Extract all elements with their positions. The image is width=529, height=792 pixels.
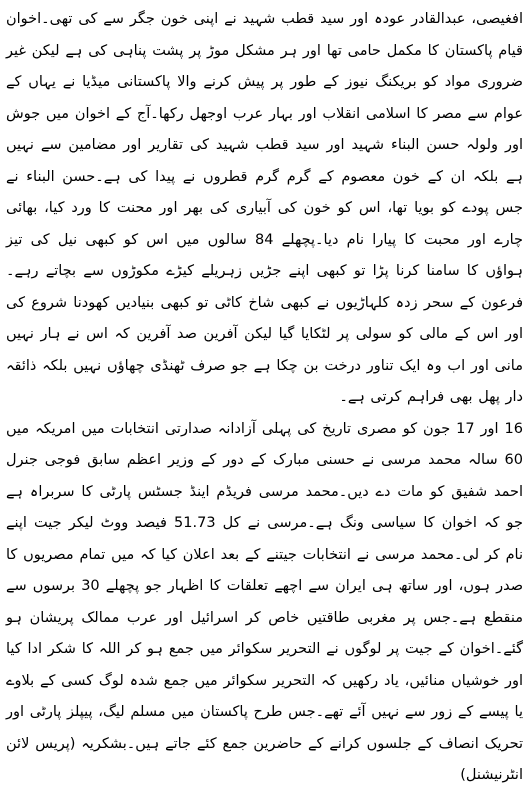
article-paragraph-2: 16 اور 17 جون کو مصری تاریخ کی پہلی آزادانہ صدارتی انتخابات میں امریکہ میں 60 سالہ محمد مرسی نے حسنی مبارک کے دور کے وزیر اعظم سابق فوجی جنرل احمد شفیق کو مات دے دیں۔محمد مرسی فریڈم اینڈ جسٹس پارٹی کا سربراہ ہے جو کہ اخوان کا سیاسی ونگ ہے۔مرسی نے کل 51.73 فیصد ووٹ لیکر جیت اپنے نام کر لی۔محمد مرسی نے انتخابات جیتنے کے بعد اعلان کیا کہ میں تمام مصریوں کا صدر ہوں، اور ساتھ ہی ایران سے اچھے تعلقات کا اظہار جو پچھلے 30 برسوں سے منقطع ہے۔جس پر مغربی طاقتیں خاص کر اسرائیل اور عرب ممالک پریشان ہو گئے۔اخوان کے جیت پر لوگوں نے التحریر سکوائر میں جمع ہو کر اللہ کا شکر ادا کیا اور خوشیاں منائیں، یاد رکھیں کہ التحریر سکوائر میں جمع شدہ لوگ کسی کے بلاوے یا پیسے کے زور سے نہیں آئے تھے۔جس طرح پاکستان میں مسلم لیگ، پیپلز پارٹی اور تحریک انصاف کے جلسوں کرانے کے حاضرین جمع کئے جاتے ہیں۔بشکریہ (پریس لائن انٹرنیشنل) (6, 420, 524, 783)
article-paragraph-1: افغیصی، عبدالقادر عودہ اور سید قطب شہید نے اپنی خون جگر سے کی تھی۔اخوان قیام پاکستان کا مکمل حامی تھا اور ہر مشکل موڑ پر پشت پناہی کی ہے لیکن غیر ضروری مواد کو بریکنگ نیوز کے طور پر پیش کرنے والا پاکستانی میڈیا نے یہاں کے عوام سے مصر کا اسلامی انقلاب اور بہار عرب اوجھل رکھا۔آج کے اخوان میں جوش اور ولولہ حسن البناء شہید اور سید قطب شہید کی تقاریر اور مضامین سے نہیں ہے بلکہ ان کے خون معصوم کے گرم گرم قطروں نے پیدا کی ہے۔حسن البناء نے جس پودے کو بویا تھا، اس کو خون کی آبیاری کی بھر اور محنت کا ورد کیا، بھائی چارے اور محبت کا پیارا نام دیا۔پچھلے 84 سالوں میں اس کو کبھی نیل کی تیز ہواؤں کا سامنا کرنا پڑا تو کبھی اپنے جڑیں زہریلے کیڑے مکوڑوں سے بچاتے رہے۔فرعون کے سحر زدہ کلہاڑیوں نے کبھی شاخ کاٹی تو کبھی بنیادیں کھودنا شروع کی اور اس کے مالی کو سولی پر لٹکایا گیا لیکن آفرین صد آفرین کہ اس نے ہار نہیں مانی اور اب وہ ایک تناور درخت بن چکا ہے جو صرف ٹھنڈی چھاؤں نہیں بلکہ ذائقہ دار پھل بھی فراہم کرتی ہے۔ (6, 11, 523, 405)
